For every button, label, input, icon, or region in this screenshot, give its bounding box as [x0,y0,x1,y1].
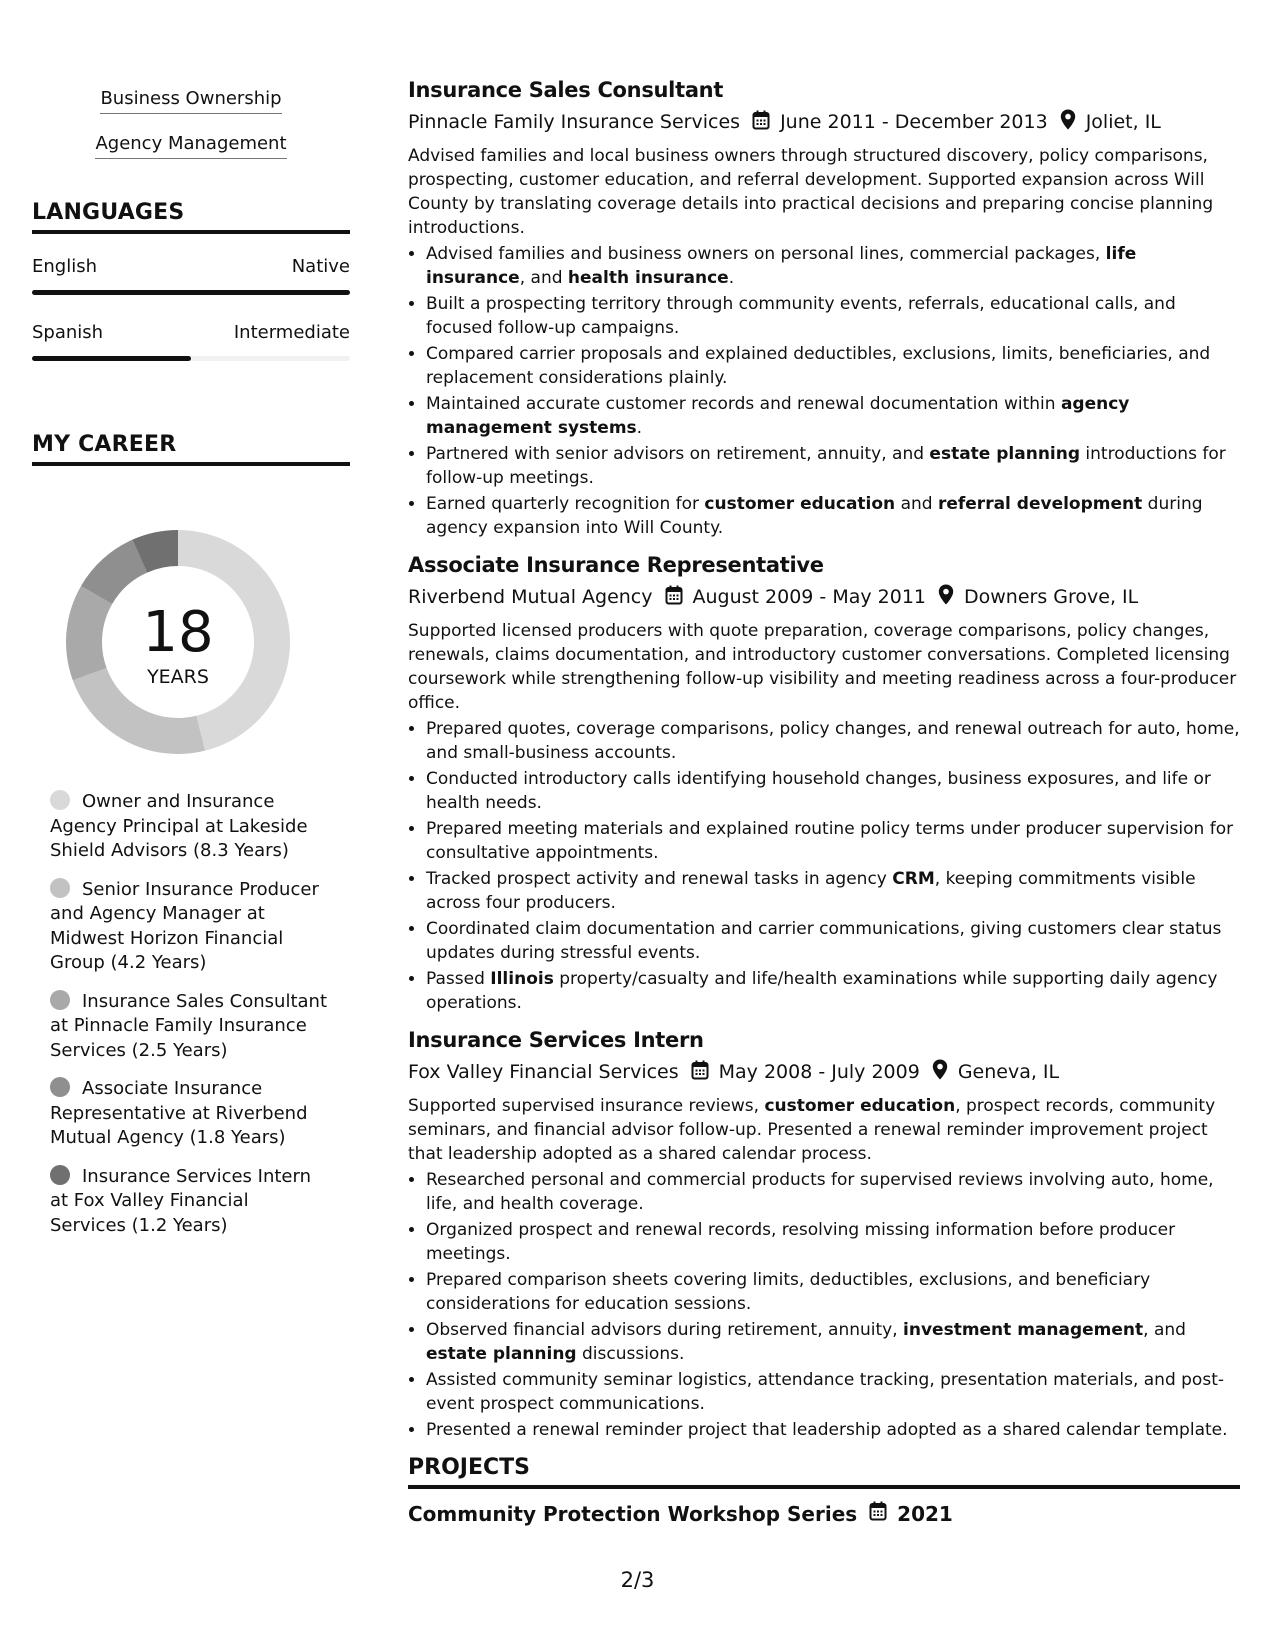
text-run: Prepared comparison sheets covering limits, deductibles, exclusions, and beneficiary considerations for education sessions. [426,1270,1151,1314]
job-location: Downers Grove, IL [964,586,1139,608]
career-legend-label: Associate Insurance Representative at Riverbend Mutual Agency (1.8 Years) [50,1078,308,1148]
text-run: and [895,494,938,514]
map-pin-icon [938,584,954,605]
legend-swatch [50,1165,70,1185]
text-run: discussions. [576,1344,685,1364]
experience-entry [408,1028,1240,1442]
legend-swatch [50,990,70,1010]
job-dates: June 2011 - December 2013 [780,111,1048,133]
text-run: introductions for follow-up meetings. [426,444,1226,488]
text-run: Conducted introductory calls identifying household changes, business exposures, and life or health needs. [426,769,1211,813]
experience-entry [408,553,1240,1015]
text-run: Built a prospecting territory through community events, referrals, educational calls, and focused follow-up campaigns. [426,294,1176,338]
text-run: Supported supervised insurance reviews, [408,1096,765,1116]
legend-swatch [50,878,70,898]
job-bullet [426,242,1240,290]
languages-heading: LANGUAGES [32,200,350,234]
job-meta [408,109,1240,135]
job-bullet [426,292,1240,340]
language-proficiency-fill [32,356,191,361]
text-run: Presented a renewal reminder project that leadership adopted as a shared calendar template. [426,1420,1228,1440]
text-run: Researched personal and commercial products for supervised reviews involving auto, home, life, and health coverage. [426,1170,1214,1214]
job-bullet [426,767,1240,815]
job-bullet [426,492,1240,540]
bold-keyword: agency management systems [426,394,1130,438]
text-run: Passed [426,969,491,989]
text-run: , keeping commitments visible across four producers. [426,869,1196,913]
projects-heading: PROJECTS [408,1455,1240,1489]
calendar-icon [869,1501,887,1521]
language-name: Spanish [32,322,104,343]
text-run: Partnered with senior advisors on retirement, annuity, and [426,444,930,464]
experience-entry [408,78,1240,540]
job-title: Associate Insurance Representative [408,553,824,577]
job-bullet [426,1168,1240,1216]
language-proficiency-bar [32,356,350,361]
text-run: , and [1143,1320,1186,1340]
job-bullet [426,1218,1240,1266]
job-bullet [426,817,1240,865]
language-proficiency-bar [32,290,350,295]
job-bullets [408,242,1240,540]
language-name: English [32,256,97,277]
page-number: 2/3 [620,1568,655,1592]
map-pin-icon [932,1059,948,1080]
project-title: Community Protection Workshop Series [408,1501,858,1526]
text-run: property/casualty and life/health examinations while supporting daily agency operations. [426,969,1218,1013]
text-run: during agency expansion into Will County. [426,494,1203,538]
company-name: Riverbend Mutual Agency [408,586,653,608]
text-run: . [728,268,735,288]
career-legend [50,790,330,1252]
language-row [32,322,350,343]
text-run: Advised families and business owners on personal lines, commercial packages, [426,244,1106,264]
job-bullet [426,442,1240,490]
language-level: Intermediate [233,322,350,343]
skill-item [32,88,350,114]
job-bullet [426,392,1240,440]
text-run: . [636,418,643,438]
text-run: Organized prospect and renewal records, resolving missing information before producer meetings. [426,1220,1176,1264]
map-pin-icon [1060,109,1076,130]
career-total-years: 18 [142,600,214,665]
bold-keyword: referral development [937,494,1143,514]
bold-keyword: life insurance [426,244,1137,288]
text-run: Observed financial advisors during retirement, annuity, [426,1320,904,1340]
skill-item [32,133,350,159]
job-meta [408,584,1240,610]
text-run: Compared carrier proposals and explained deductibles, exclusions, limits, beneficiaries, and replacement considerations plainly. [426,344,1211,388]
job-bullet [426,967,1240,1015]
text-run: , and [519,268,568,288]
calendar-icon [691,1060,709,1080]
legend-swatch [50,790,70,810]
text-run: Earned quarterly recognition for [426,494,705,514]
project-year: 2021 [897,1501,953,1526]
career-legend-label: Owner and Insurance Agency Principal at Lakeside Shield Advisors (8.3 Years) [50,791,308,861]
company-name: Pinnacle Family Insurance Services [408,111,741,133]
language-row [32,256,350,277]
language-level: Native [291,256,350,277]
skill-label: Agency Management [95,133,286,159]
bold-keyword: Illinois [490,969,554,989]
job-dates: August 2009 - May 2011 [692,586,926,608]
career-legend-item [50,878,330,976]
career-total-unit: YEARS [147,666,209,688]
job-bullets [408,1168,1240,1442]
bold-keyword: CRM [892,869,935,889]
job-bullet [426,917,1240,965]
text-run: Assisted community seminar logistics, attendance tracking, presentation materials, and post-event prospect communications. [426,1370,1224,1414]
job-title: Insurance Services Intern [408,1028,704,1052]
job-summary [408,1094,1240,1166]
job-location: Geneva, IL [957,1061,1060,1083]
job-bullet [426,717,1240,765]
job-summary: Advised families and local business owners through structured discovery, policy comparisons, prospecting, customer education, and referral development. Supported expansion across Will County by translating coverage details into practical decisions and preparing concise planning introductions. [408,146,1214,238]
job-bullet [426,1318,1240,1366]
job-location: Joliet, IL [1085,111,1161,133]
text-run: Tracked prospect activity and renewal tasks in agency [426,869,893,889]
calendar-icon [752,110,770,130]
job-bullet [426,1368,1240,1416]
career-legend-item [50,790,330,864]
bold-keyword: investment management [903,1320,1144,1340]
text-run: Prepared meeting materials and explained routine policy terms under producer supervision for consultative appointments. [426,819,1234,863]
career-heading: MY CAREER [32,432,350,466]
bold-keyword: customer education [764,1096,956,1116]
job-dates: May 2008 - July 2009 [718,1061,920,1083]
bold-keyword: estate planning [426,1344,577,1364]
career-legend-label: Senior Insurance Producer and Agency Manager at Midwest Horizon Financial Group (4.2 Years) [50,878,319,973]
career-legend-item [50,1077,330,1151]
bold-keyword: estate planning [929,444,1081,464]
job-title: Insurance Sales Consultant [408,78,724,102]
skill-label: Business Ownership [100,88,281,114]
job-summary: Supported licensed producers with quote preparation, coverage comparisons, policy changes, renewals, claims documentation, and introductory customer conversations. Completed licensing coursework while strengthening follow-up visibility and meeting readiness across a four-producer office. [408,621,1237,713]
bold-keyword: customer education [704,494,896,514]
career-legend-item [50,1165,330,1239]
text-run: Coordinated claim documentation and carrier communications, giving customers clear status updates during stressful events. [426,919,1222,963]
career-legend-label: Insurance Sales Consultant at Pinnacle Family Insurance Services (2.5 Years) [50,990,327,1061]
bold-keyword: health insurance [567,268,729,288]
legend-swatch [50,1077,70,1097]
company-name: Fox Valley Financial Services [408,1061,679,1083]
job-bullet [426,867,1240,915]
job-bullet [426,1418,1240,1442]
job-bullets [408,717,1240,1015]
career-donut-chart [66,530,290,754]
career-legend-item [50,990,330,1064]
job-bullet [426,1268,1240,1316]
project-entry [408,1501,1240,1526]
career-legend-label: Insurance Services Intern at Fox Valley Financial Services (1.2 Years) [50,1165,311,1236]
text-run: , prospect records, community seminars, and financial advisor follow-up. Presented a renewal reminder improvement project that leadership adopted as a shared calendar process. [408,1096,1216,1164]
text-run: Maintained accurate customer records and renewal documentation within [426,394,1061,414]
text-run: Prepared quotes, coverage comparisons, policy changes, and renewal outreach for auto, home, and small-business accounts. [426,719,1240,763]
main-content [408,78,1240,1526]
job-meta [408,1059,1240,1085]
calendar-icon [665,585,683,605]
language-proficiency-fill [32,290,350,295]
job-bullet [426,342,1240,390]
